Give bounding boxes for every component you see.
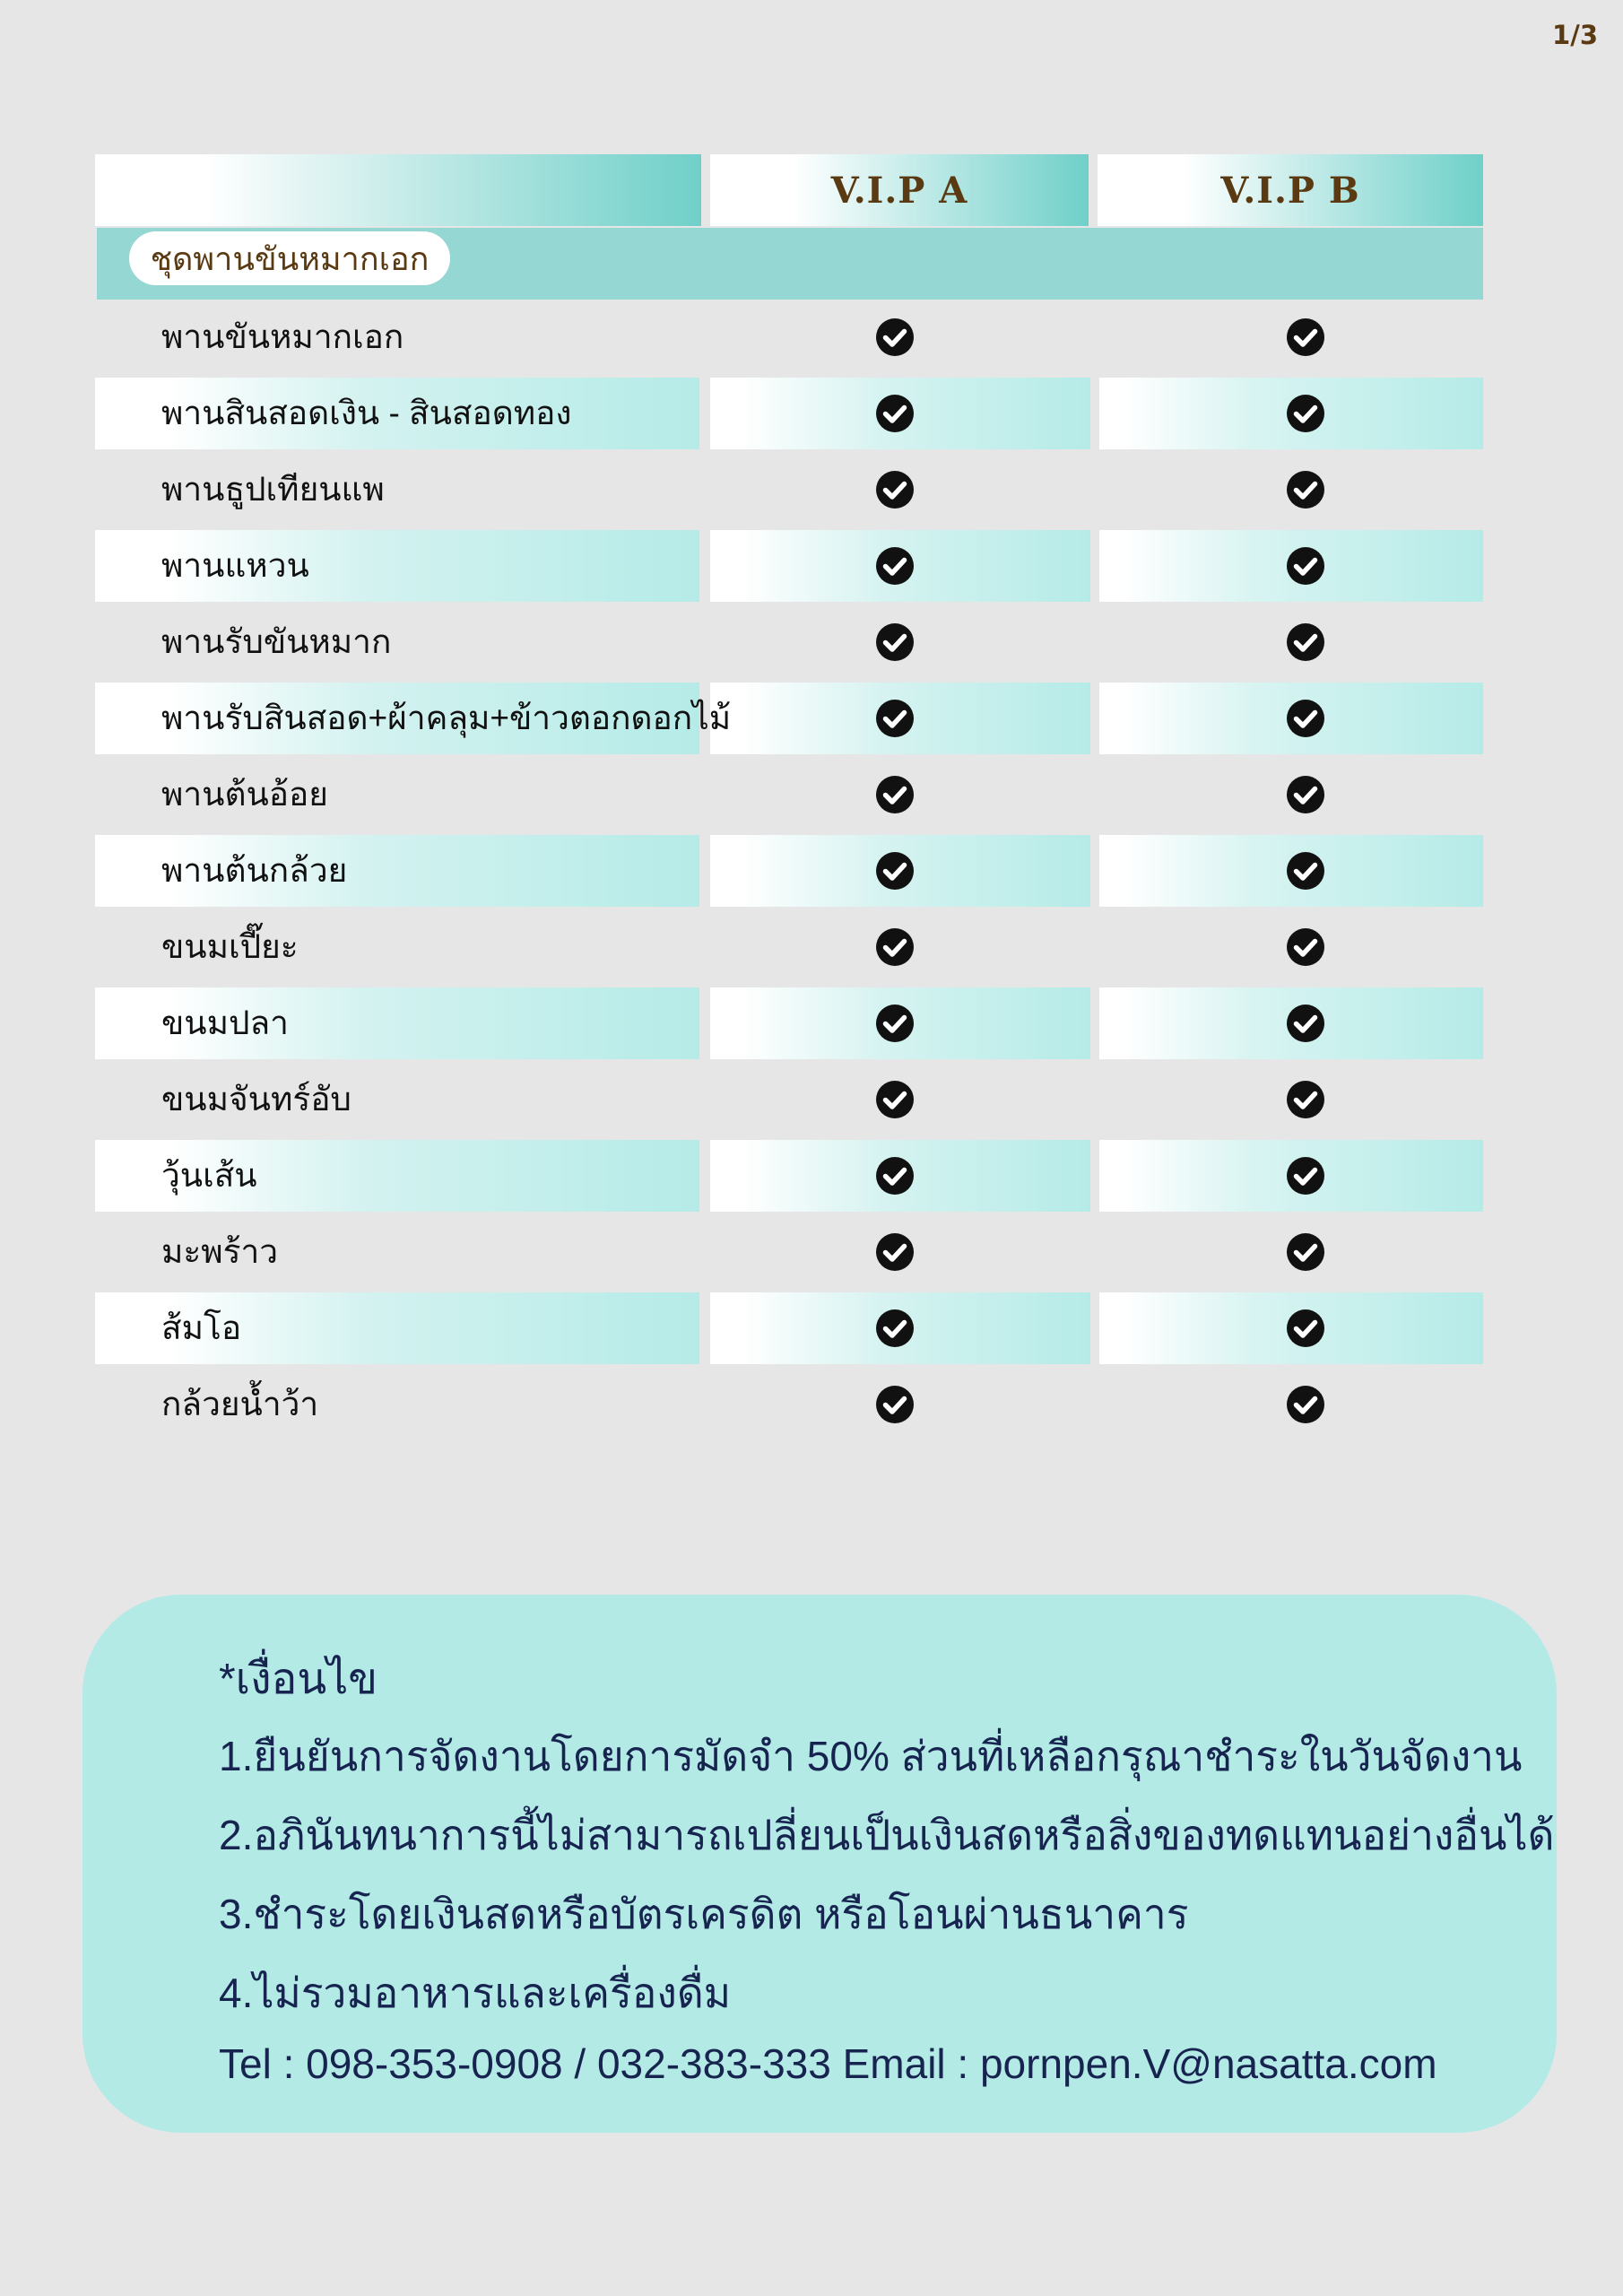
row-label: ขนมเปี๊ยะ <box>161 928 299 965</box>
table-row <box>0 835 1623 907</box>
page-number: 1/3 <box>1552 20 1598 50</box>
check-circle-icon <box>1286 546 1325 586</box>
contact-line: Tel : 098-353-0908 / 032-383-333 Email : pornpen.V@nasatta.com <box>219 2040 1437 2087</box>
check-circle-icon <box>875 1080 915 1119</box>
row-label: พานแหวน <box>161 547 309 584</box>
check-circle-icon <box>875 927 915 967</box>
check-circle-icon <box>1286 775 1325 814</box>
check-circle-icon <box>1286 317 1325 357</box>
row-label: พานต้นกล้วย <box>161 852 348 889</box>
table-row <box>0 1292 1623 1364</box>
check-circle-icon <box>1286 1232 1325 1272</box>
table-row <box>0 1140 1623 1212</box>
check-circle-icon <box>875 1385 915 1424</box>
check-circle-icon <box>1286 1080 1325 1119</box>
table-row <box>0 1216 1623 1288</box>
check-circle-icon <box>1286 927 1325 967</box>
check-circle-icon <box>1286 699 1325 738</box>
row-label: พานต้นอ้อย <box>161 776 328 813</box>
table-header-blank <box>95 154 701 226</box>
row-label: พานสินสอดเงิน - สินสอดทอง <box>161 395 572 431</box>
table-row <box>0 759 1623 831</box>
check-circle-icon <box>1286 470 1325 509</box>
table-row <box>0 530 1623 602</box>
table-row <box>0 1369 1623 1440</box>
check-circle-icon <box>875 470 915 509</box>
table-row <box>0 606 1623 678</box>
terms-title: *เงื่อนไข <box>219 1656 378 1703</box>
check-circle-icon <box>1286 1156 1325 1196</box>
section-title: ชุดพานขันหมากเอก <box>129 231 450 285</box>
row-label: ขนมจันทร์อับ <box>161 1081 352 1118</box>
check-circle-icon <box>875 1309 915 1348</box>
row-label: ขนมปลา <box>161 1004 289 1041</box>
check-circle-icon <box>1286 394 1325 433</box>
check-circle-icon <box>1286 622 1325 662</box>
column-header-vip-b: V.I.P B <box>1098 154 1483 226</box>
check-circle-icon <box>1286 1004 1325 1043</box>
table-row <box>0 1064 1623 1135</box>
table-row <box>0 301 1623 373</box>
check-circle-icon <box>875 1156 915 1196</box>
table-row <box>0 911 1623 983</box>
table-row <box>0 454 1623 526</box>
table-row <box>0 378 1623 449</box>
row-label: ส้มโอ <box>161 1309 242 1346</box>
check-circle-icon <box>875 1004 915 1043</box>
row-label: มะพร้าว <box>161 1233 279 1270</box>
row-label: พานรับสินสอด+ผ้าคลุม+ข้าวตอกดอกไม้ <box>161 700 732 736</box>
row-label: พานธูปเทียนแพ <box>161 471 385 508</box>
check-circle-icon <box>875 1232 915 1272</box>
check-circle-icon <box>875 317 915 357</box>
check-circle-icon <box>875 851 915 891</box>
terms-line-3: 3.ชำระโดยเงินสดหรือบัตรเครดิต หรือโอนผ่านธนาคาร <box>219 1891 1189 1937</box>
check-circle-icon <box>1286 1309 1325 1348</box>
table-row <box>0 683 1623 754</box>
row-label: กล้วยน้ำว้า <box>161 1386 319 1422</box>
check-circle-icon <box>875 546 915 586</box>
check-circle-icon <box>875 775 915 814</box>
row-label: พานขันหมากเอก <box>161 318 404 355</box>
check-circle-icon <box>875 622 915 662</box>
row-label: วุ้นเส้น <box>161 1157 257 1194</box>
terms-line-4: 4.ไม่รวมอาหารและเครื่องดื่ม <box>219 1970 732 2016</box>
check-circle-icon <box>1286 1385 1325 1424</box>
column-header-vip-a: V.I.P A <box>710 154 1089 226</box>
terms-line-1: 1.ยืนยันการจัดงานโดยการมัดจำ 50% ส่วนที่เหลือกรุณาชำระในวันจัดงาน <box>219 1733 1523 1779</box>
terms-line-2: 2.อภินันทนาการนี้ไม่สามารถเปลี่ยนเป็นเงินสดหรือสิ่งของทดแทนอย่างอื่นได้ <box>219 1812 1555 1858</box>
row-label: พานรับขันหมาก <box>161 623 392 660</box>
check-circle-icon <box>1286 851 1325 891</box>
check-circle-icon <box>875 394 915 433</box>
check-circle-icon <box>875 699 915 738</box>
table-row <box>0 987 1623 1059</box>
